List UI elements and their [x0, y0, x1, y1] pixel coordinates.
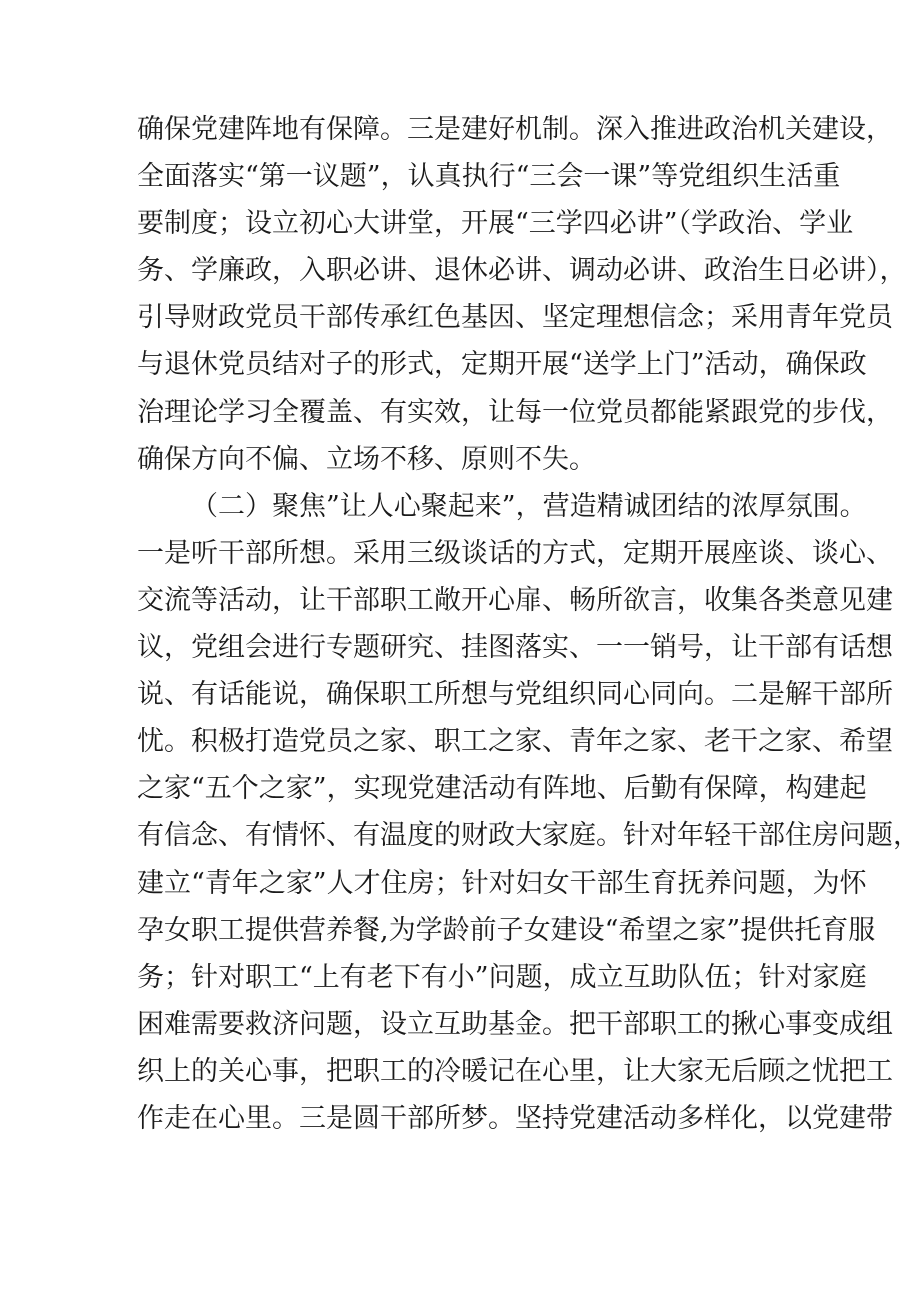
text-line-2: 全面落实“第一议题”，认真执行“三会一课”等党组织生活重: [137, 161, 841, 193]
text-line-5: 引导财政党员干部传承红色基因、坚定理想信念；采用青年党员: [137, 302, 893, 334]
text-line-16: 有信念、有情怀、有温度的财政大家庭。针对年轻干部住房问题，: [137, 820, 920, 852]
text-line-20: 困难需要救济问题，设立互助基金。把干部职工的揪心事变成组: [137, 1008, 893, 1040]
text-line-22: 作走在心里。三是圆干部所梦。坚持党建活动多样化，以党建带: [137, 1102, 893, 1134]
text-line-19: 务；针对职工“上有老下有小”问题，成立互助队伍；针对家庭: [137, 961, 867, 993]
text-line-12: 议，党组会进行专题研究、挂图落实、一一销号，让干部有话想: [137, 632, 893, 664]
text-line-14: 忧。积极打造党员之家、职工之家、青年之家、老干之家、希望: [137, 726, 893, 758]
document-body: [137, 106, 920, 1142]
text-line-3: 要制度；设立初心大讲堂，开展“三学四必讲”（学政治、学业: [137, 208, 854, 240]
text-line-4: 务、学廉政，入职必讲、退休必讲、调动必讲、政治生日必讲），: [137, 255, 907, 287]
text-line-8: 确保方向不偏、立场不移、原则不失。: [137, 443, 596, 475]
text-line-6: 与退休党员结对子的形式，定期开展“送学上门”活动，确保政: [137, 349, 867, 381]
text-line-17: 建立“青年之家”人才住房；针对妇女干部生育抚养问题，为怀: [137, 867, 867, 899]
text-line-21: 织上的关心事，把职工的冷暖记在心里，让大家无后顾之忧把工: [137, 1055, 893, 1087]
text-line-13: 说、有话能说，确保职工所想与党组织同心同向。二是解干部所: [137, 679, 893, 711]
text-line-18: 孕女职工提供营养餐,为学龄前子女建设“希望之家”提供托育服: [137, 914, 876, 946]
text-line-15: 之家“五个之家”，实现党建活动有阵地、后勤有保障，构建起: [137, 773, 867, 805]
text-line-10: 一是听干部所想。采用三级谈话的方式，定期开展座谈、谈心、: [137, 537, 893, 569]
text-line-7: 治理论学习全覆盖、有实效，让每一位党员都能紧跟党的步伐，: [137, 396, 893, 428]
section-heading-line: （二）聚焦”让人心聚起来”，营造精诚团结的浓厚氛围。: [191, 490, 867, 522]
text-line-1: 确保党建阵地有保障。三是建好机制。深入推进政治机关建设，: [137, 114, 893, 145]
text-line-11: 交流等活动，让干部职工敞开心扉、畅所欲言，收集各类意见建: [137, 584, 893, 616]
